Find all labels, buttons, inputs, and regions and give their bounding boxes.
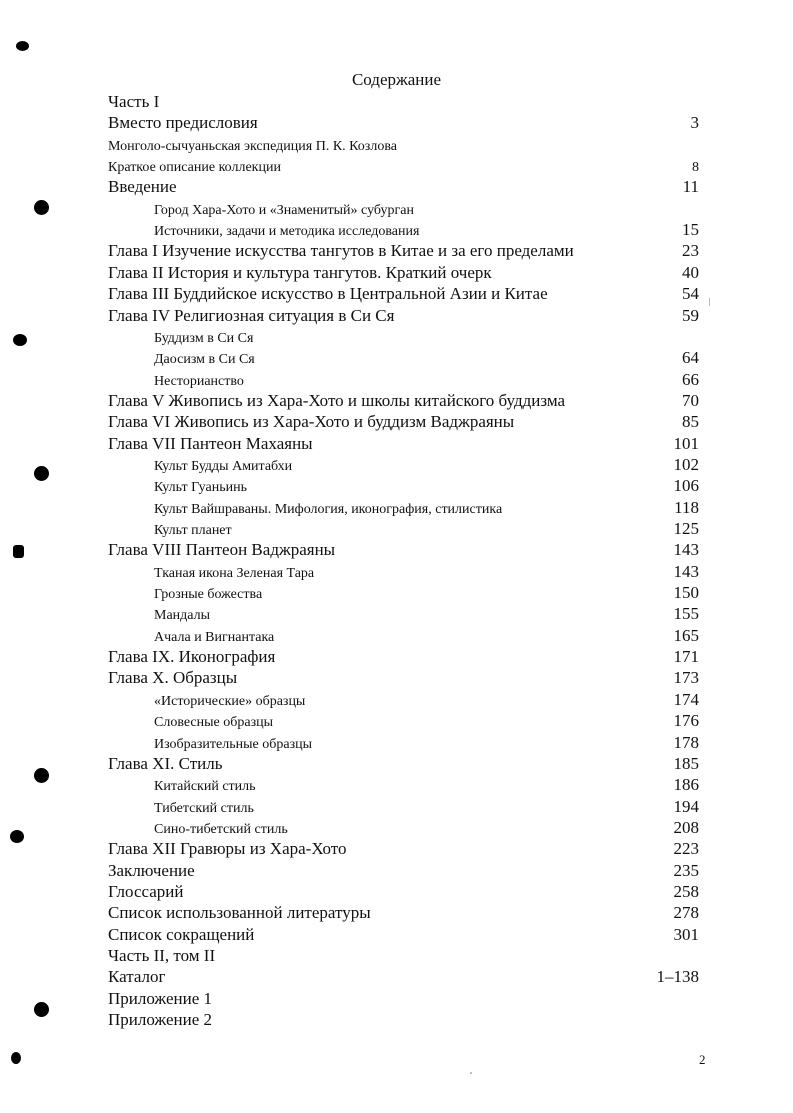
- toc-entry-page: 118: [674, 497, 699, 517]
- toc-entry-title: Заключение: [108, 860, 195, 880]
- toc-entry-title: Глава VIII Пантеон Ваджраяны: [108, 540, 336, 560]
- toc-entry-page: 143: [673, 561, 699, 581]
- toc-entry: [0, 903, 793, 924]
- toc-entry: [0, 690, 793, 711]
- toc-entry-title: Тканая икона Зеленая Тара: [154, 565, 315, 581]
- toc-entry-title: Приложение 1: [108, 988, 212, 1008]
- toc-entry: [0, 241, 793, 262]
- toc-entry: [0, 284, 793, 305]
- toc-entry: [0, 818, 793, 839]
- toc-entry-title: Вместо предисловия: [108, 113, 258, 133]
- toc-entry-page: 85: [682, 412, 699, 432]
- toc-entry-page: 64: [682, 348, 699, 368]
- toc-entry: [0, 967, 793, 988]
- toc-entry: [0, 583, 793, 604]
- toc-entry-title: Ачала и Вигнантака: [154, 629, 275, 645]
- toc-entry-title: Грозные божества: [154, 587, 263, 603]
- toc-entry-title: Глава II История и культура тангутов. Краткий очерк: [108, 262, 492, 282]
- punch-hole-mark: [34, 768, 49, 783]
- scan-speck: [709, 298, 710, 306]
- toc-entry-page: 3: [690, 113, 699, 133]
- scan-mark: [13, 334, 27, 346]
- toc-entry-page: 101: [673, 433, 699, 453]
- toc-entry-page: 102: [673, 454, 699, 474]
- toc-entry: [0, 220, 793, 241]
- toc-entry-title: Словесные образцы: [154, 715, 274, 731]
- scan-speck: [470, 1072, 472, 1074]
- toc-entry-title: Глава III Буддийское искусство в Центральной Азии и Китае: [108, 284, 548, 304]
- toc-entry-page: 173: [673, 668, 699, 688]
- toc-entry-page: 178: [673, 732, 699, 752]
- toc-entry-page: 185: [673, 753, 699, 773]
- toc-entry: [0, 327, 793, 348]
- toc-entry-page: 54: [682, 284, 699, 304]
- toc-entry-page: 186: [673, 775, 699, 795]
- toc-entry-title: Даосизм в Си Ся: [154, 352, 255, 368]
- toc-entry: [0, 434, 793, 455]
- toc-entry-title: Глоссарий: [108, 881, 184, 901]
- toc-entry-title: Глава V Живопись из Хара-Хото и школы китайского буддизма: [108, 390, 566, 410]
- toc-entry-page: 66: [682, 369, 699, 389]
- toc-entry-page: 40: [682, 262, 699, 282]
- toc-entry-page: 143: [673, 540, 699, 560]
- toc-entry-page: 70: [682, 390, 699, 410]
- punch-hole-mark: [34, 1002, 49, 1017]
- toc-entry-title: Культ Гуаньинь: [154, 480, 247, 496]
- toc-entry: [0, 412, 793, 433]
- toc-entry-page: 59: [682, 305, 699, 325]
- toc-entry-title: Монголо-сычуаньская экспедиция П. К. Козлова: [108, 138, 397, 154]
- toc-entry: [0, 626, 793, 647]
- toc-entry: [0, 668, 793, 689]
- toc-entry-title: «Исторические» образцы: [154, 693, 306, 709]
- toc-entry-page: 176: [673, 711, 699, 731]
- toc-entry-page: 208: [673, 817, 699, 837]
- toc-entry-page: 8: [692, 160, 699, 176]
- toc-entry-page: 194: [673, 796, 699, 816]
- punch-hole-mark: [34, 200, 49, 215]
- toc-entry-title: Каталог: [108, 967, 166, 987]
- toc-entry: [0, 135, 793, 156]
- toc-entry-title: Введение: [108, 177, 177, 197]
- toc-entry-title: Глава VI Живопись из Хара-Хото и буддизм Ваджраяны: [108, 412, 515, 432]
- toc-entry: [0, 1010, 793, 1031]
- toc-entry-title: Источники, задачи и методика исследования: [154, 224, 420, 240]
- toc-entry: [0, 925, 793, 946]
- toc-entry-page: 235: [673, 860, 699, 880]
- page-title: Содержание: [351, 70, 442, 89]
- toc-entry-page: 155: [673, 604, 699, 624]
- toc-entry-title: Глава XI. Стиль: [108, 753, 223, 773]
- toc-entry-title: Изобразительные образцы: [154, 736, 312, 752]
- toc-entry-page: 258: [673, 881, 699, 901]
- toc-entry: [0, 92, 793, 113]
- toc-entry: [0, 263, 793, 284]
- toc-entry-page: 106: [673, 476, 699, 496]
- toc-entry-page: 150: [673, 583, 699, 603]
- toc-entry: [0, 199, 793, 220]
- toc-entry-title: Сино-тибетский стиль: [154, 821, 288, 837]
- toc-entry-title: Краткое описание коллекции: [108, 160, 281, 176]
- toc-entry: [0, 882, 793, 903]
- toc-entry: [0, 562, 793, 583]
- toc-entry: [0, 647, 793, 668]
- toc-entry-title: Мандалы: [154, 608, 211, 624]
- toc-entry: [0, 797, 793, 818]
- toc-entry: [0, 455, 793, 476]
- toc-entry-page: 1–138: [656, 967, 699, 987]
- toc-entry: [0, 540, 793, 561]
- toc-entry: [0, 156, 793, 177]
- toc-entry-page: 278: [673, 903, 699, 923]
- toc-entry-page: 125: [673, 519, 699, 538]
- toc-entry-title: Несторианство: [154, 373, 244, 389]
- toc-entry-title: Буддизм в Си Ся: [154, 330, 254, 346]
- toc-entry-title: Китайский стиль: [154, 779, 256, 795]
- toc-entry: [0, 861, 793, 882]
- toc-entry-page: 174: [673, 689, 699, 709]
- toc-entry-title: Список сокращений: [108, 924, 255, 944]
- toc-entry: [0, 348, 793, 369]
- toc-entry: [0, 306, 793, 327]
- punch-hole-mark: [34, 466, 49, 481]
- page-number: 2: [699, 1052, 706, 1067]
- scan-mark: [11, 1052, 21, 1064]
- toc-entry-title: Глава IV Религиозная ситуация в Си Ся: [108, 305, 395, 325]
- toc-entry: [0, 989, 793, 1010]
- toc-entry: [0, 775, 793, 796]
- toc-entry: [0, 754, 793, 775]
- toc-entry: [0, 476, 793, 497]
- toc-entry-title: Глава IX. Иконография: [108, 647, 276, 667]
- toc-entry: [0, 519, 793, 540]
- toc-entry-title: Город Хара-Хото и «Знаменитый» субурган: [154, 202, 414, 218]
- toc-entry-title: Культ планет: [154, 523, 232, 538]
- toc-entry-page: 11: [682, 177, 699, 197]
- toc-entry: [0, 498, 793, 519]
- toc-entry: [0, 604, 793, 625]
- scan-mark: [16, 41, 29, 51]
- toc-entry: [0, 711, 793, 732]
- toc-entry: [0, 839, 793, 860]
- toc-entry: [0, 370, 793, 391]
- toc-entry: [0, 177, 793, 198]
- toc-entry-title: Часть I: [108, 92, 160, 111]
- toc-entry: [0, 946, 793, 967]
- toc-entry-title: Глава X. Образцы: [108, 668, 238, 688]
- scan-mark: [13, 545, 24, 558]
- toc-entry-page: 165: [673, 625, 699, 645]
- toc-entry-title: Культ Вайшраваны. Мифология, иконография, стилистика: [154, 501, 503, 517]
- toc-entry-title: Глава VII Пантеон Махаяны: [108, 433, 313, 453]
- toc-entry-title: Культ Будды Амитабхи: [154, 458, 293, 474]
- toc-entry-page: 15: [682, 220, 699, 240]
- toc-entry: [0, 733, 793, 754]
- toc-entry-page: 171: [673, 647, 699, 667]
- toc-entry-title: Часть II, том II: [108, 946, 216, 965]
- toc-entry-title: Список использованной литературы: [108, 903, 371, 923]
- toc-entry-title: Глава XII Гравюры из Хара-Хото: [108, 839, 347, 859]
- toc-entry: [0, 113, 793, 134]
- toc-entry-page: 223: [673, 839, 699, 859]
- toc-entry: [0, 391, 793, 412]
- toc-entry-page: 301: [673, 924, 699, 944]
- toc-entry-title: Тибетский стиль: [154, 800, 254, 816]
- toc-entry-page: 23: [682, 241, 699, 261]
- toc-entry-title: Приложение 2: [108, 1010, 212, 1030]
- scan-mark: [10, 830, 24, 843]
- toc-entry-title: Глава I Изучение искусства тангутов в Китае и за его пределами: [108, 241, 574, 261]
